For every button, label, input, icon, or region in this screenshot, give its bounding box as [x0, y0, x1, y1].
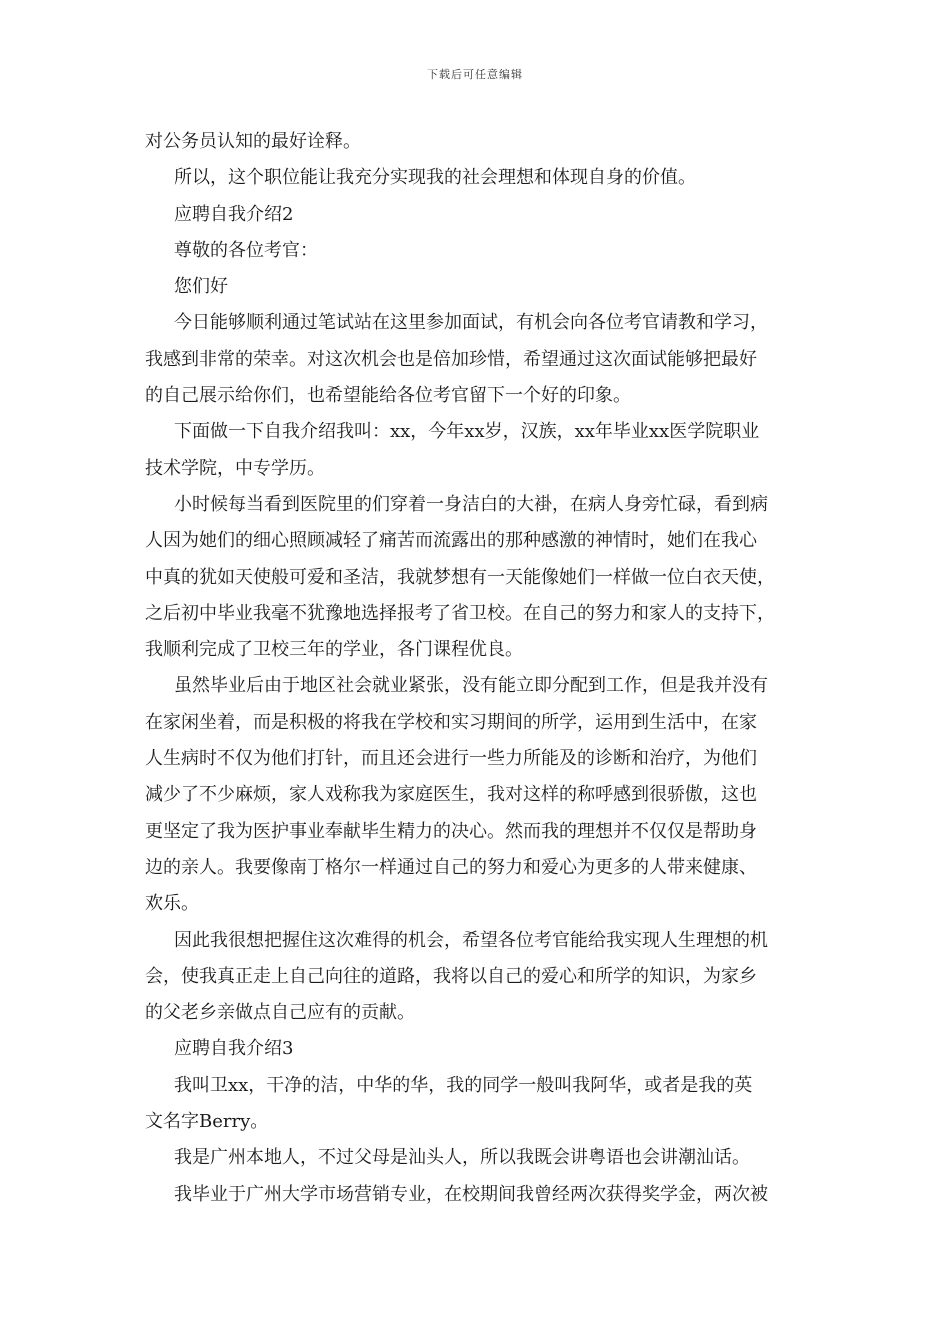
text-line: 的自己展示给你们，也希望能给各位考官留下一个好的印象。: [145, 385, 631, 407]
page-header: 下载后可任意编辑: [427, 68, 523, 81]
text-line: 下面做一下自我介绍我叫：xx，今年xx岁，汉族，xx年毕业xx医学院职业: [174, 421, 760, 443]
text-line: 在家闲坐着，而是积极的将我在学校和实习期间的所学，运用到生活中，在家: [145, 711, 757, 733]
text-line: 您们好: [174, 276, 228, 298]
text-line: 人生病时不仅为他们打针，而且还会进行一些力所能及的诊断和治疗，为他们: [145, 748, 757, 770]
text-line: 之后初中毕业我毫不犹豫地选择报考了省卫校。在自己的努力和家人的支持下，: [145, 602, 775, 624]
text-line: 文名字Berry。: [145, 1111, 269, 1133]
text-line: 我是广州本地人，不过父母是汕头人，所以我既会讲粤语也会讲潮汕话。: [174, 1147, 750, 1169]
text-line: 欢乐。: [145, 893, 199, 915]
text-line: 人因为她们的细心照顾减轻了痛苦而流露出的那种感激的神情时，她们在我心: [145, 530, 757, 552]
text-line: 边的亲人。我要像南丁格尔一样通过自己的努力和爱心为更多的人带来健康、: [145, 856, 757, 878]
text-line: 尊敬的各位考官：: [174, 239, 318, 261]
text-line: 我感到非常的荣幸。对这次机会也是倍加珍惜，希望通过这次面试能够把最好: [145, 348, 757, 370]
document-body: [145, 124, 821, 1213]
text-line: 虽然毕业后由于地区社会就业紧张，没有能立即分配到工作，但是我并没有: [174, 675, 768, 697]
section-heading: 应聘自我介绍2: [174, 203, 294, 225]
text-line: 我叫卫xx，干净的洁，中华的华，我的同学一般叫我阿华，或者是我的英: [174, 1074, 753, 1096]
text-line: 小时候每当看到医院里的们穿着一身洁白的大褂，在病人身旁忙碌，看到病: [174, 493, 768, 515]
text-line: 中真的犹如天使般可爱和圣洁，我就梦想有一天能像她们一样做一位白衣天使，: [145, 566, 775, 588]
text-line: 减少了不少麻烦，家人戏称我为家庭医生，我对这样的称呼感到很骄傲，这也: [145, 784, 757, 806]
text-line: 因此我很想把握住这次难得的机会，希望各位考官能给我实现人生理想的机: [174, 929, 768, 951]
text-line: 会，使我真正走上自己向往的道路，我将以自己的爱心和所学的知识，为家乡: [145, 965, 757, 987]
text-line: 技术学院，中专学历。: [145, 457, 325, 479]
text-line: 我顺利完成了卫校三年的学业，各门课程优良。: [145, 639, 523, 661]
text-line: 今日能够顺利通过笔试站在这里参加面试，有机会向各位考官请教和学习，: [174, 312, 768, 334]
section-heading: 应聘自我介绍3: [174, 1038, 294, 1060]
text-line: 我毕业于广州大学市场营销专业，在校期间我曾经两次获得奖学金，两次被: [174, 1183, 768, 1205]
text-line: 所以，这个职位能让我充分实现我的社会理想和体现自身的价值。: [174, 167, 696, 189]
text-line: 更坚定了我为医护事业奉献毕生精力的决心。然而我的理想并不仅仅是帮助身: [145, 820, 757, 842]
text-line: 的父老乡亲做点自己应有的贡献。: [145, 1002, 415, 1024]
text-line: 对公务员认知的最好诠释。: [145, 131, 361, 152]
